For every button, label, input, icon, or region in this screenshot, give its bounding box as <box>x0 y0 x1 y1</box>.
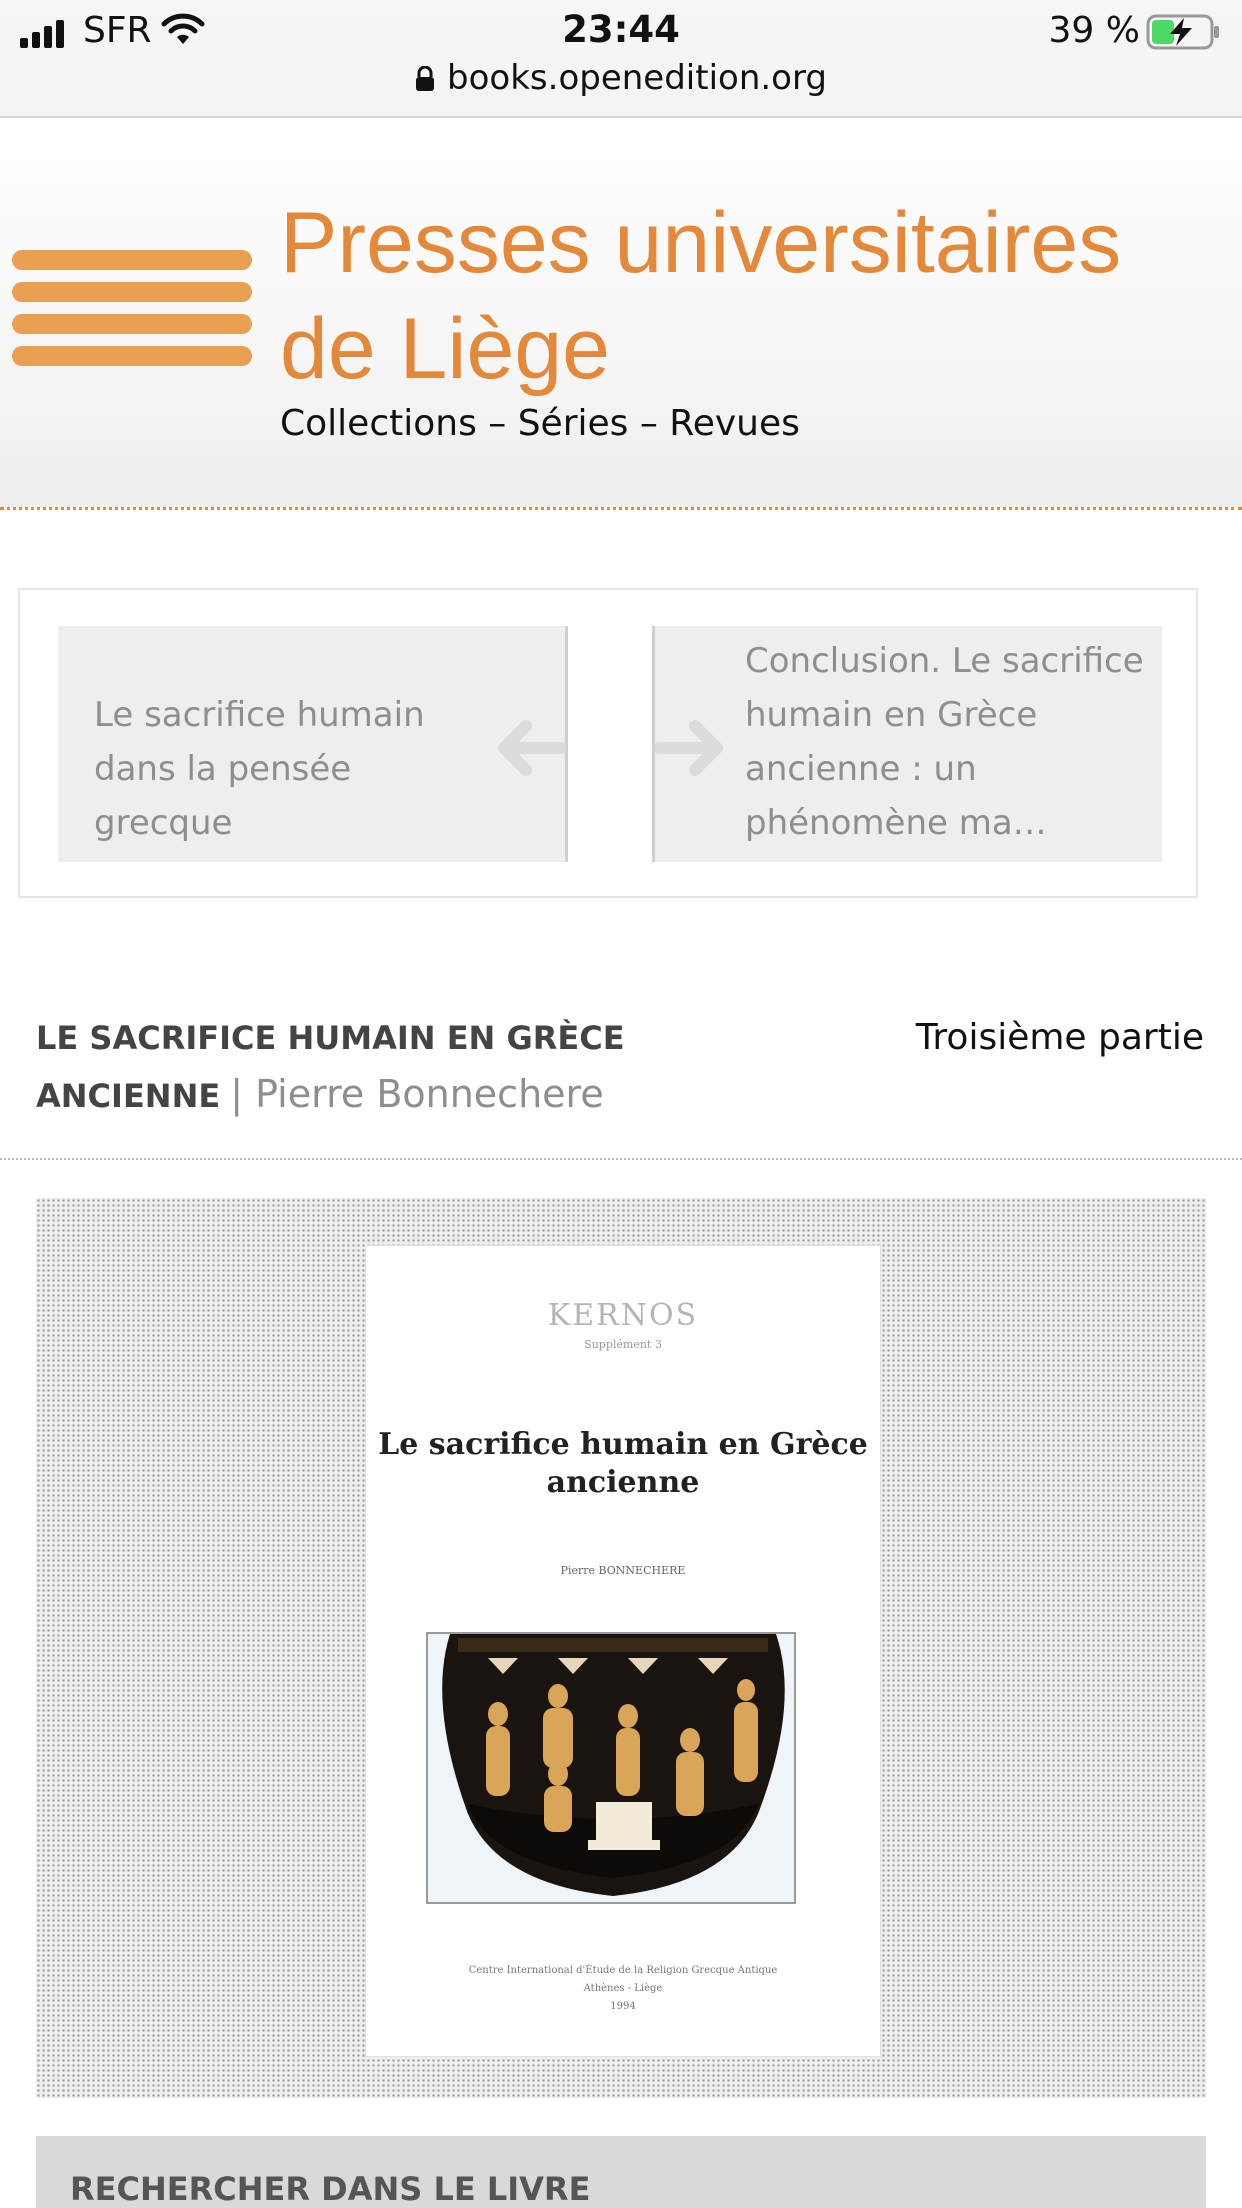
cover-series: KERNOS <box>547 1298 699 1333</box>
cover-year: 1994 <box>610 2001 636 2012</box>
cover-author: Pierre BONNECHERE <box>560 1564 686 1577</box>
cover-supplement: Supplément 3 <box>584 1338 662 1351</box>
book-cover[interactable] <box>366 1246 880 2056</box>
cover-area <box>36 1198 1206 2098</box>
book-title[interactable] <box>36 1010 636 1124</box>
cover-title: Le sacrifice humain en Grèce ancienne <box>378 1427 868 1500</box>
chapter-navigation <box>18 588 1198 898</box>
carrier-name: SFR <box>83 10 152 51</box>
next-chapter-label: Conclusion. Le sacrifice humain en Grèce ancienne : un phénomène ma… <box>745 641 1144 843</box>
site-title[interactable]: Presses universitaires de Liège <box>280 195 1122 397</box>
battery-percent: 39 % <box>1048 10 1140 51</box>
search-in-book-toggle[interactable] <box>36 2136 1206 2208</box>
book-meta <box>0 1000 1242 1160</box>
clock: 23:44 <box>562 8 680 51</box>
lock-icon <box>415 66 435 92</box>
next-chapter-link[interactable] <box>652 626 1162 862</box>
battery-charging-icon <box>1146 14 1222 50</box>
status-bar <box>0 0 1242 118</box>
book-part: Troisième partie <box>915 1017 1204 1058</box>
cover-place: Athènes - Liège <box>583 1983 663 1994</box>
search-in-book-label: RECHERCHER DANS LE LIVRE <box>70 2170 591 2208</box>
book-author[interactable]: | Pierre Bonnechere <box>230 1072 604 1116</box>
url-text: books.openedition.org <box>447 58 827 98</box>
book-title-text: LE SACRIFICE HUMAIN EN GRÈCE ANCIENNE <box>36 1019 625 1115</box>
previous-chapter-link[interactable] <box>58 626 568 862</box>
vase-image <box>428 1634 796 1904</box>
cover-publisher: Centre International d'Étude de la Religion Grecque Antique <box>468 1965 778 1976</box>
vase-illustration <box>426 1632 796 1904</box>
arrow-right-icon <box>655 720 725 776</box>
previous-chapter-label: Le sacrifice humain dans la pensée grecque <box>94 695 425 843</box>
cover-publisher-block <box>366 1962 880 2016</box>
site-subtitle: Collections – Séries – Revues <box>280 403 800 444</box>
site-header <box>0 120 1242 510</box>
arrow-left-icon <box>496 720 566 776</box>
address-bar[interactable] <box>0 58 1242 98</box>
hamburger-menu-icon[interactable] <box>12 250 252 370</box>
